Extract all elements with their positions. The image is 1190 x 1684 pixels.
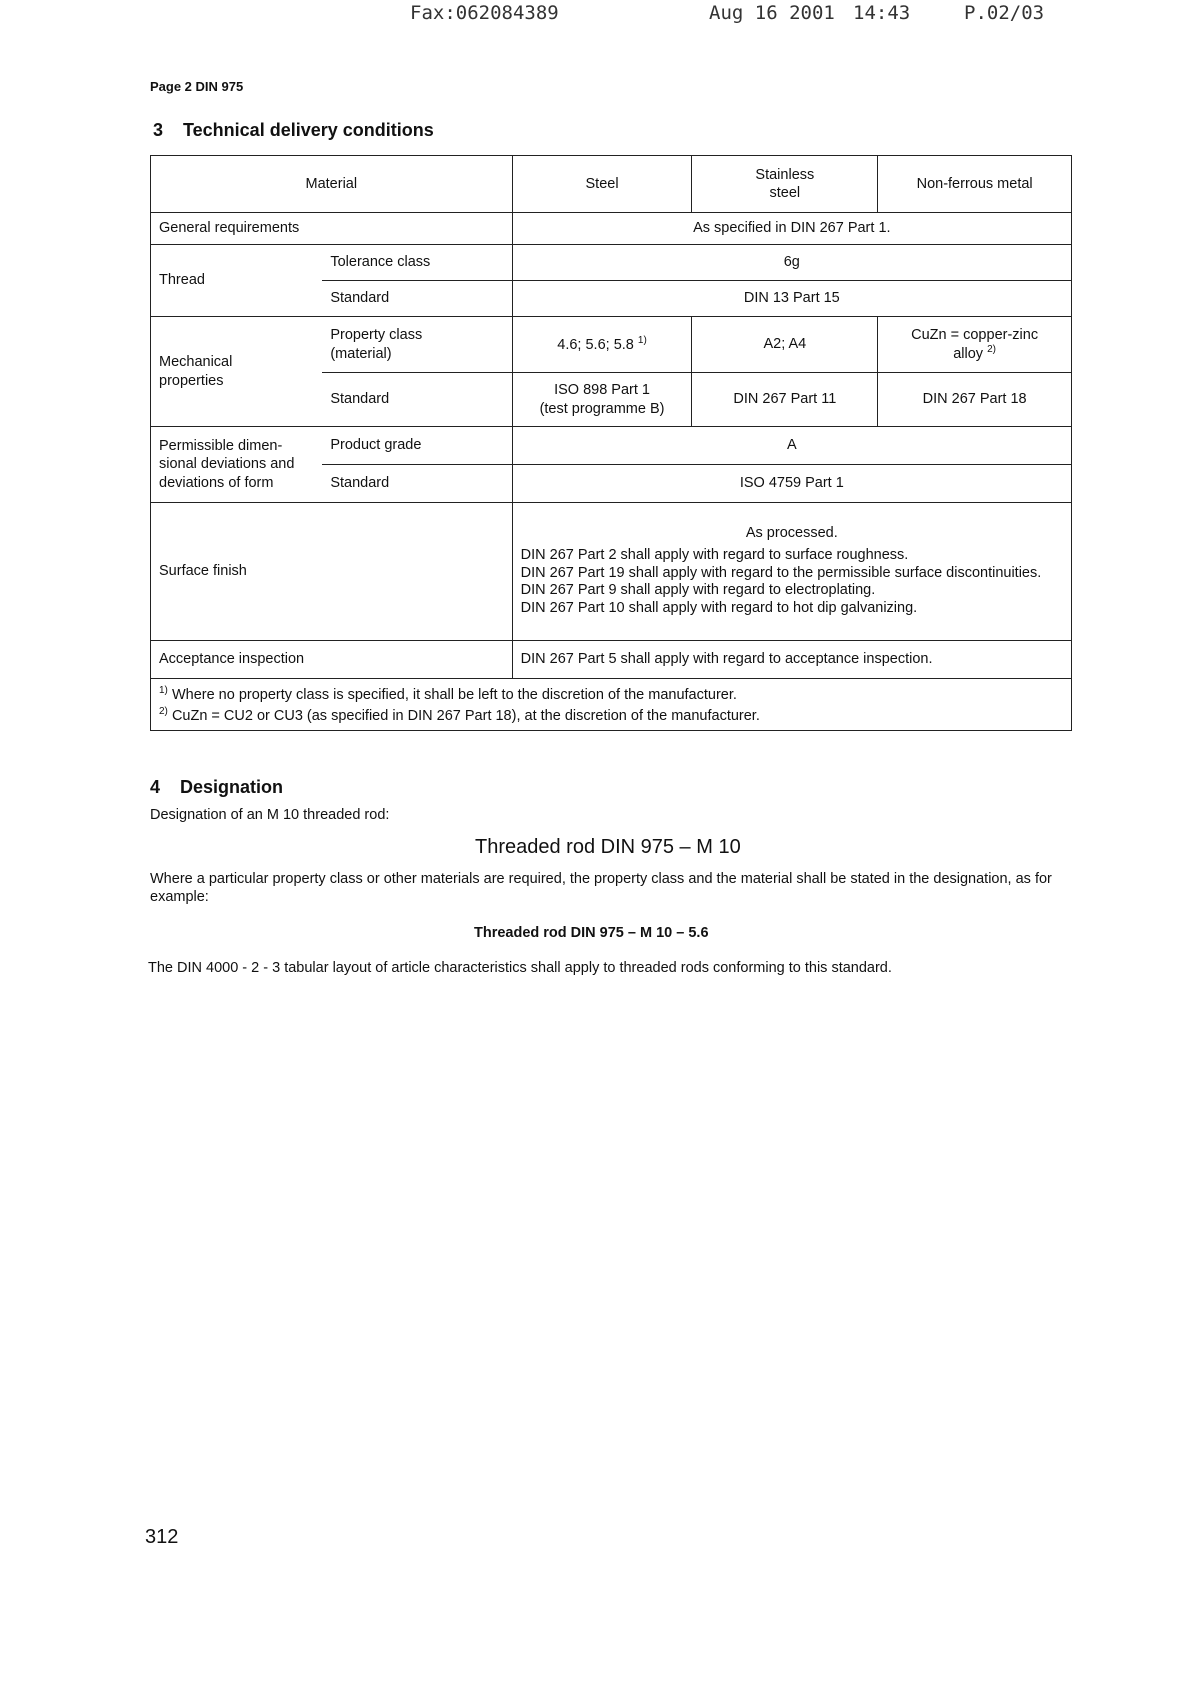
steel-property-class xyxy=(512,317,692,373)
steel-standard-line-1: ISO 898 Part 1 xyxy=(554,382,650,399)
designation-paragraph: Where a particular property class or other materials are required, the property class and the material shall be stated in the designation, as for example: xyxy=(150,871,1052,906)
nonferrous-property-class xyxy=(878,317,1072,373)
section-4-title: Designation xyxy=(180,777,284,797)
thread-standard-label: Standard xyxy=(322,281,512,317)
designation-intro: Designation of an M 10 threaded rod: xyxy=(150,807,390,823)
footnote-2-text: CuZn = CU2 or CU3 (as specified in DIN 267 Part 18), at the discretion of the manufacturer. xyxy=(171,707,760,724)
nonferrous-standard: DIN 267 Part 18 xyxy=(878,373,1072,427)
table-row-acceptance xyxy=(151,641,1072,679)
fax-number: Fax:062084389 xyxy=(410,2,559,24)
steel-property-class-value: 4.6; 5.6; 5.8 xyxy=(557,336,634,353)
header-stainless-line-1: Stainless xyxy=(755,166,815,183)
thread-label: Thread xyxy=(151,245,323,317)
permissible-label-line-3: deviations of form xyxy=(159,474,274,491)
header-material: Material xyxy=(151,156,513,213)
steel-standard-line-2: (test programme B) xyxy=(539,400,665,417)
section-4-heading xyxy=(150,777,283,798)
stainless-standard: DIN 267 Part 11 xyxy=(692,373,878,427)
header-steel: Steel xyxy=(512,156,692,213)
permissible-standard-label: Standard xyxy=(322,465,512,503)
surface-line-5: DIN 267 Part 10 shall apply with regard to hot dip galvanizing. xyxy=(520,600,918,617)
footnote-ref-1: 1) xyxy=(637,335,647,347)
mechanical-standard-label: Standard xyxy=(322,373,512,427)
fax-page: P.02/03 xyxy=(964,2,1045,24)
mechanical-properties-label xyxy=(151,317,323,427)
general-requirements-value: As specified in DIN 267 Part 1. xyxy=(512,213,1071,245)
table-row-surface-finish xyxy=(151,503,1072,641)
table-header-row xyxy=(151,156,1072,213)
header-stainless-line-2: steel xyxy=(769,185,801,201)
section-3-heading xyxy=(153,120,434,141)
page-label: Page 2 DIN 975 xyxy=(150,79,244,94)
surface-finish-value xyxy=(512,503,1071,641)
thread-tolerance-value: 6g xyxy=(512,245,1071,281)
property-class-label-line-2: (material) xyxy=(330,345,392,362)
fax-date: Aug 16 2001 xyxy=(709,2,835,24)
product-grade-label: Product grade xyxy=(322,427,512,465)
table-row-thread-tolerance xyxy=(151,245,1072,281)
surface-line-2: DIN 267 Part 2 shall apply with regard to surface roughness. xyxy=(520,546,909,563)
permissible-deviations-label xyxy=(151,427,323,503)
permissible-label-line-2: sional deviations and xyxy=(159,456,295,473)
property-class-label-line-1: Property class xyxy=(330,327,423,344)
fax-time: 14:43 xyxy=(853,2,911,24)
designation-example-1: Threaded rod DIN 975 – M 10 xyxy=(475,836,741,858)
table-row-footnotes xyxy=(151,679,1072,731)
footnote-1-text: Where no property class is specified, it shall be left to the discretion of the manufacturer. xyxy=(171,686,737,703)
surface-line-1: As processed. xyxy=(745,525,838,542)
header-stainless-steel xyxy=(692,156,878,213)
thread-standard-value: DIN 13 Part 15 xyxy=(512,281,1071,317)
permissible-standard-value: ISO 4759 Part 1 xyxy=(512,465,1071,503)
closing-paragraph: The DIN 4000 - 2 - 3 tabular layout of article characteristics shall apply to threaded rods conforming to this standard. xyxy=(148,960,892,976)
property-class-label xyxy=(322,317,512,373)
mechanical-label-line-1: Mechanical xyxy=(159,354,233,371)
fax-header xyxy=(0,2,1190,32)
surface-line-4: DIN 267 Part 9 shall apply with regard to electroplating. xyxy=(520,582,876,599)
designation-example-2: Threaded rod DIN 975 – M 10 – 5.6 xyxy=(474,925,709,941)
delivery-conditions-table xyxy=(150,155,1072,731)
footnote-2 xyxy=(159,705,1063,726)
table-row-mechanical-property xyxy=(151,317,1072,373)
nonferrous-property-line-2: alloy xyxy=(953,345,984,362)
mechanical-label-line-2: properties xyxy=(159,372,224,389)
header-non-ferrous: Non-ferrous metal xyxy=(878,156,1072,213)
page-number: 312 xyxy=(145,1526,179,1548)
acceptance-inspection-label: Acceptance inspection xyxy=(151,641,513,679)
table-row-general xyxy=(151,213,1072,245)
thread-tolerance-label: Tolerance class xyxy=(322,245,512,281)
surface-finish-label: Surface finish xyxy=(151,503,513,641)
general-requirements-label: General requirements xyxy=(151,213,513,245)
stainless-property-class: A2; A4 xyxy=(692,317,878,373)
footnote-ref-2: 2) xyxy=(987,344,996,356)
acceptance-inspection-value: DIN 267 Part 5 shall apply with regard to acceptance inspection. xyxy=(512,641,1071,679)
surface-line-3: DIN 267 Part 19 shall apply with regard to the permissible surface discontinuities. xyxy=(520,564,1042,581)
section-4-number: 4 xyxy=(150,777,161,797)
nonferrous-property-line-1: CuZn = copper-zinc xyxy=(911,326,1039,343)
section-3-number: 3 xyxy=(153,120,164,140)
table-footnotes xyxy=(151,679,1072,731)
footnote-1 xyxy=(159,684,1063,705)
footnote-2-mark: 2) xyxy=(159,705,168,717)
section-3-title: Technical delivery conditions xyxy=(183,120,434,140)
footnote-1-mark: 1) xyxy=(159,684,168,696)
table-row-product-grade xyxy=(151,427,1072,465)
product-grade-value: A xyxy=(512,427,1071,465)
steel-standard xyxy=(512,373,692,427)
permissible-label-line-1: Permissible dimen- xyxy=(159,438,283,455)
